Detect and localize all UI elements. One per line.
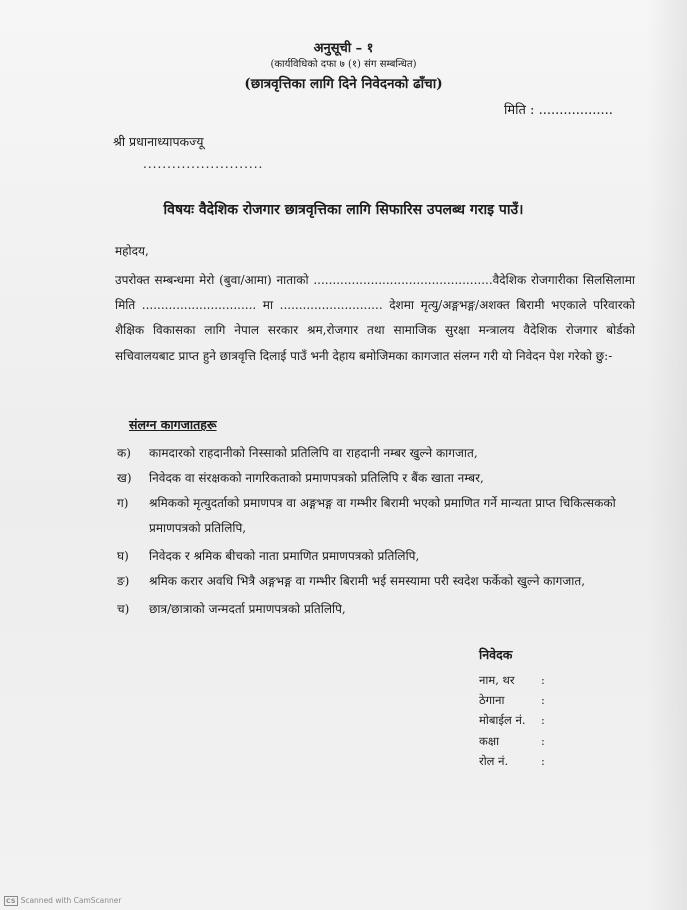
applicant-heading: निवेदक [479,647,513,662]
field-label: रोल नं. [479,754,509,768]
item-text: श्रमिकको मृत्युदर्ताको प्रमाणपत्र वा अङ्गभङ्ग वा गम्भीर बिरामी भएको प्रमाणित गर्ने मान्यता प्राप्त चिकित्सकको प्रमाणपत्रको प्रतिलिपि, [149,496,616,535]
recipient-title: श्री प्रधानाध्यापकज्यू [113,134,204,149]
field-separator: : [541,713,545,727]
attachments-heading: संलग्न कागजातहरू [129,417,217,432]
field-label: मोबाईल नं. [479,713,526,727]
item-text: छात्र/छात्राको जन्मदर्ता प्रमाणपत्रको प्रतिलिपि, [149,602,346,616]
item-marker: च) [117,602,130,616]
item-marker: क) [117,446,131,460]
recipient-blank: ......................... [143,157,264,171]
field-separator: : [541,754,545,768]
scanner-watermark [4,896,121,906]
field-label: ठेगाना [479,693,505,707]
item-text: निवेदक वा संरक्षकको नागरिकताको प्रमाणपत्रको प्रतिलिपि र बैंक खाता नम्बर, [149,471,484,485]
list-item [117,569,637,594]
item-text: श्रमिक करार अवधि भित्रै अङ्गभङ्ग वा गम्भीर बिरामी भई समस्यामा परी स्वदेश फर्केको खुल्ने कागजात, [149,574,586,588]
list-item [117,466,637,491]
reference-note: (कार्यविधिको दफा ७ (१) संग सम्बन्धित) [270,59,417,70]
address-field [479,693,545,708]
list-item [117,491,637,541]
attachments-list [117,441,637,622]
annex-title: अनुसूची – १ [313,41,374,56]
list-item [117,597,637,622]
body-paragraph: उपरोक्त सम्बन्धमा मेरो (बुवा/आमा) नाताको ...............................................वैदेशिक रोजगारीका सिलसिलामा मिति .............................. मा ........................... देशमा मृत्यु/अङ्गभङ्ग/अशक्त बिरामी भएकाले परिवारको शैक्षिक विकासका लागि नेपाल सरकार श्रम,रोजगार तथा सामाजिक सुरक्षा मन्त्रालय वैदेशिक रोजगार बोर्डको सचिवालयबाट प्राप्त हुने छात्रवृत्ति दिलाई पाउँ भनी देहाय बमोजिमका कागजात संलग्न गरी यो निवेदन पेश गरेको छु:- [115,273,635,363]
item-text: कामदारको राहदानीको निस्साको प्रतिलिपि वा राहदानी नम्बर खुल्ने कागजात, [149,446,478,460]
camscanner-logo-icon: CS [6,897,16,905]
date-field: मिति : .................. [504,103,613,118]
list-item [117,544,637,569]
name-field [479,673,545,688]
form-subtitle: (छात्रवृत्तिका लागि दिने निवेदनको ढाँचा) [244,76,443,92]
roll-number-field [479,754,545,769]
field-separator: : [541,693,545,707]
field-label: नाम, थर [479,673,515,687]
item-marker: ग) [117,496,129,510]
list-item [117,441,637,466]
field-separator: : [541,673,545,687]
scan-shadow [647,0,687,910]
item-marker: ख) [117,471,132,485]
watermark-text: Scanned with CamScanner [20,896,122,905]
item-text: निवेदक र श्रमिक बीचको नाता प्रमाणित प्रमाणपत्रको प्रतिलिपि, [149,549,420,563]
field-label: कक्षा [479,734,500,748]
mobile-field [479,713,545,728]
class-field [479,734,545,749]
item-marker: घ) [117,549,129,563]
salutation: महोदय, [115,244,149,258]
field-separator: : [541,734,545,748]
subject-line: विषयः वैदेशिक रोजगार छात्रवृत्तिका लागि सिफारिस उपलब्ध गराइ पाउँ। [163,202,524,218]
item-marker: ङ) [117,574,130,588]
